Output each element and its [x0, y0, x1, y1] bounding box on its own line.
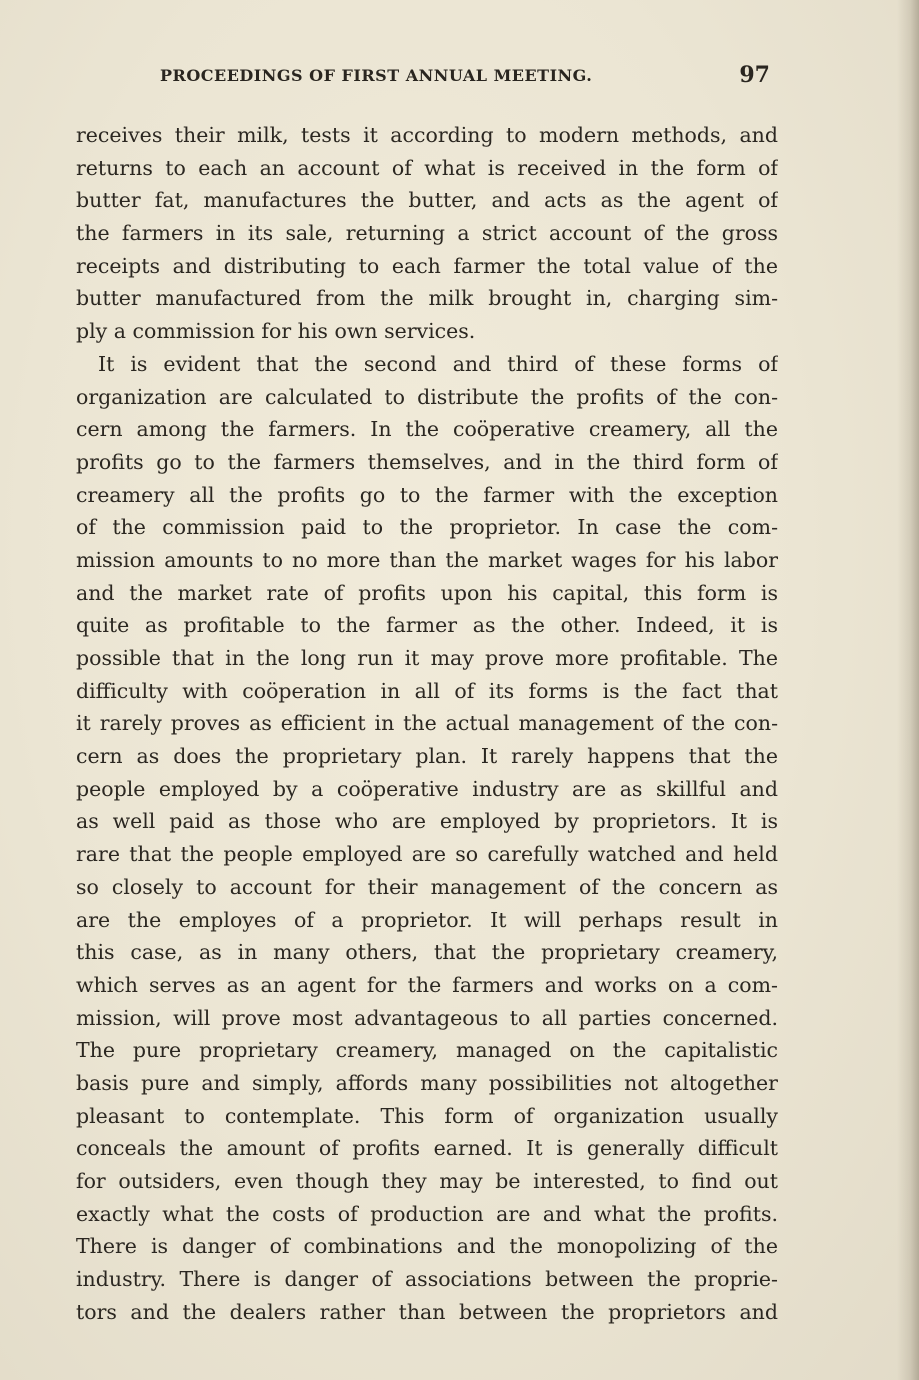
text-line: butter manufactured from the milk brought in, charging sim-: [76, 286, 778, 311]
text-line: difficulty with coöperation in all of its forms is the fact that: [76, 678, 778, 703]
text-line: which serves as an agent for the farmers and works on a com-: [76, 972, 778, 997]
text-line: quite as profitable to the farmer as the other. Indeed, it is: [76, 613, 778, 638]
text-line: of the commission paid to the proprietor. In case the com-: [76, 515, 778, 540]
text-line: receives their milk, tests it according to modern methods, and: [76, 123, 778, 147]
text-line: industry. There is danger of associations between the proprie-: [76, 1267, 778, 1292]
text-line: creamery all the profits go to the farmer with the exception: [76, 482, 778, 507]
text-line: mission, will prove most advantageous to all parties concerned.: [76, 1005, 778, 1030]
body-text: [76, 119, 778, 1328]
text-line: organization are calculated to distribute the profits of the con-: [76, 384, 778, 409]
text-line: returns to each an account of what is received in the form of: [76, 155, 778, 180]
text-line: butter fat, manufactures the butter, and acts as the agent of: [76, 188, 778, 213]
text-line: exactly what the costs of production are and what the profits.: [76, 1201, 778, 1226]
text-line: the farmers in its sale, returning a strict account of the gross: [76, 221, 778, 246]
page-header: [140, 60, 770, 90]
page-number: 97: [739, 62, 770, 88]
text-line: receipts and distributing to each farmer the total value of the: [76, 253, 778, 278]
text-line: and the market rate of profits upon his capital, this form is: [76, 580, 778, 605]
text-line: basis pure and simply, affords many possibilities not altogether: [76, 1070, 778, 1095]
text-line: mission amounts to no more than the market wages for his labor: [76, 547, 778, 572]
text-line: so closely to account for their management of the concern as: [76, 874, 778, 899]
text-line: as well paid as those who are employed by proprietors. It is: [76, 809, 778, 834]
text-line: cern as does the proprietary plan. It rarely happens that the: [76, 744, 778, 769]
text-line: cern among the farmers. In the coöperative creamery, all the: [76, 417, 778, 442]
text-line: profits go to the farmers themselves, and in the third form of: [76, 449, 778, 474]
text-line: tors and the dealers rather than between the proprietors and: [76, 1299, 778, 1324]
text-line: this case, as in many others, that the proprietary creamery,: [76, 940, 778, 965]
text-line: it rarely proves as efficient in the actual management of the con-: [76, 711, 778, 736]
text-line: conceals the amount of profits earned. It is generally difficult: [76, 1136, 778, 1161]
text-line: possible that in the long run it may prove more profitable. The: [76, 646, 778, 670]
text-line: people employed by a coöperative industry are as skillful and: [76, 776, 778, 801]
text-line: pleasant to contemplate. This form of organization usually: [76, 1103, 778, 1128]
text-line: The pure proprietary creamery, managed on the capitalistic: [76, 1038, 778, 1063]
text-line: for outsiders, even though they may be interested, to find out: [76, 1169, 778, 1193]
running-head: PROCEEDINGS OF FIRST ANNUAL MEETING.: [160, 66, 593, 85]
text-line: are the employes of a proprietor. It will perhaps result in: [76, 907, 778, 932]
text-line: rare that the people employed are so carefully watched and held: [76, 842, 778, 867]
text-line: There is danger of combinations and the monopolizing of the: [76, 1234, 778, 1259]
page-gutter-shadow: [897, 0, 919, 1380]
text-line: ply a commission for his own services.: [76, 319, 476, 344]
paragraph-start-line: It is evident that the second and third of these forms of: [98, 351, 778, 376]
